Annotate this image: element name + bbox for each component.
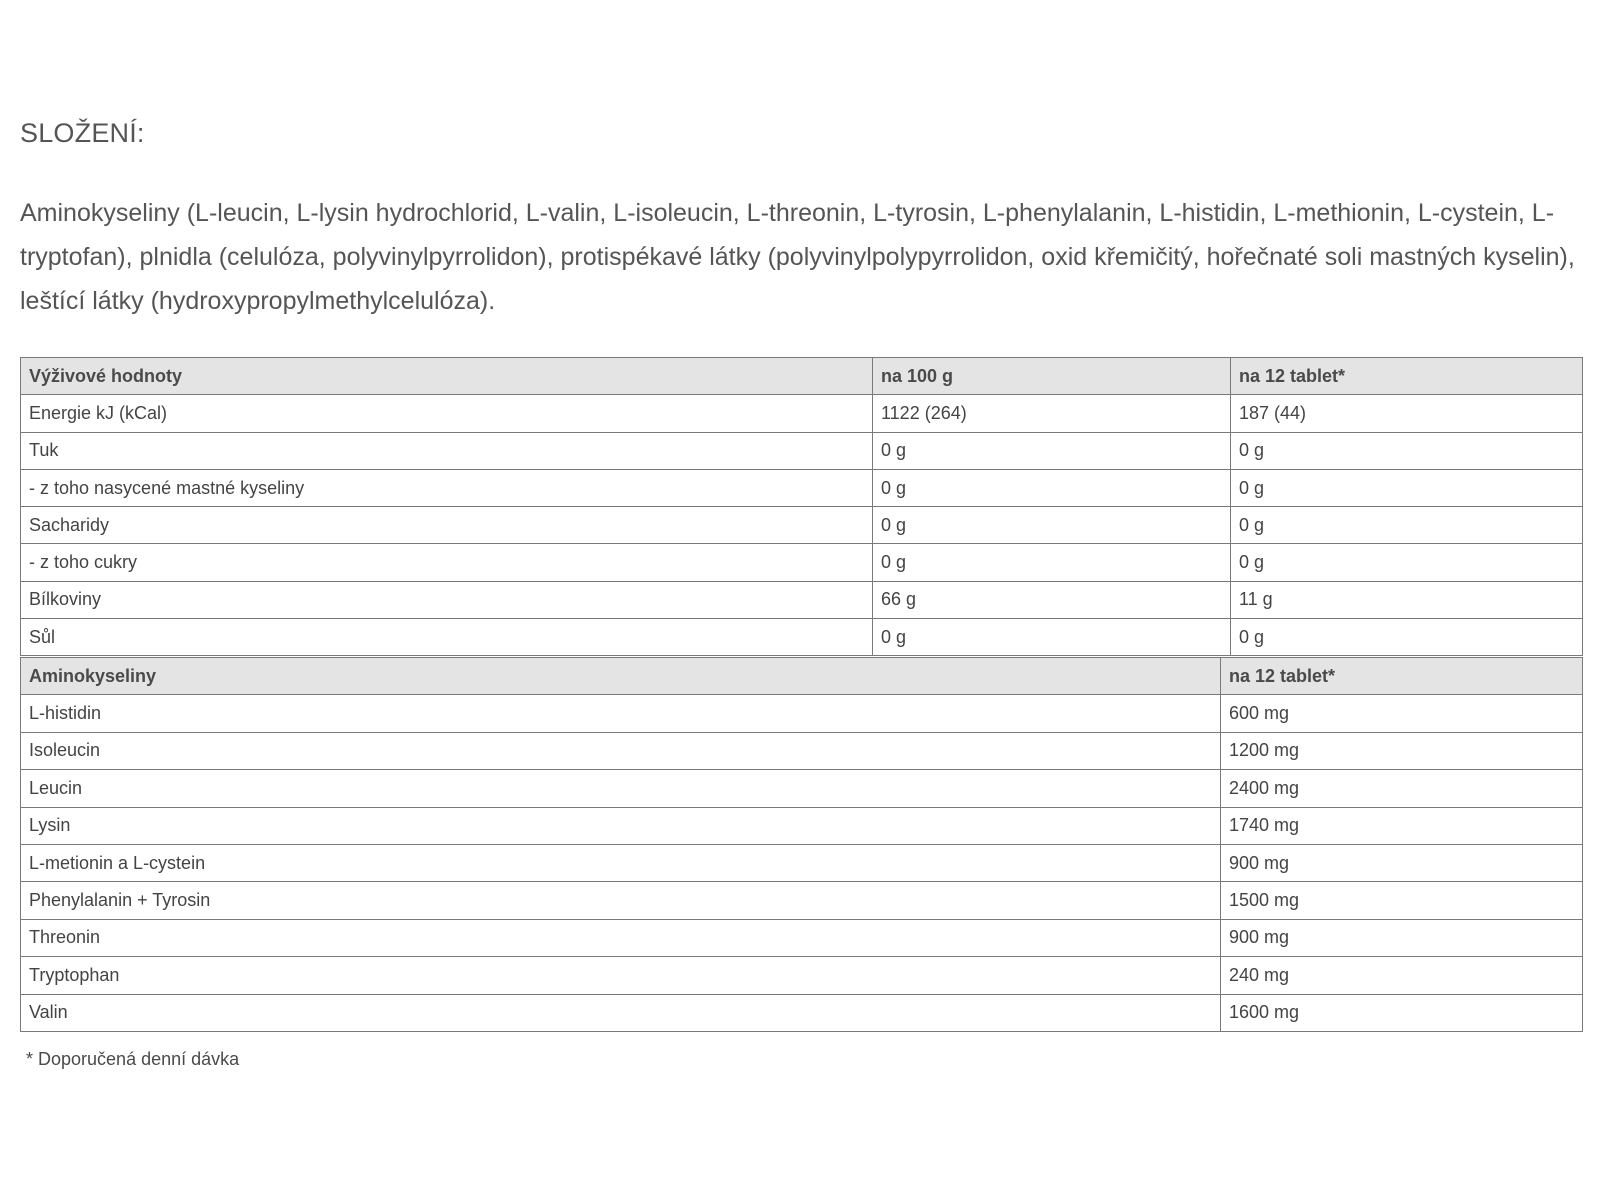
nutrition-header-row [21,358,1583,395]
nutrient-value-per-100g: 0 g [873,432,1231,469]
amino-acid-amount: 900 mg [1221,844,1583,881]
amino-acid-name: Isoleucin [21,732,1221,769]
amino-acid-amount: 240 mg [1221,957,1583,994]
nutrient-value-per-100g: 1122 (264) [873,395,1231,432]
nutrient-name: - z toho cukry [21,544,873,581]
table-row [21,957,1583,994]
daily-dose-footnote: * Doporučená denní dávka [26,1049,240,1069]
table-row [21,732,1583,769]
amino-acid-name: L-histidin [21,695,1221,732]
amino-acid-amount: 1600 mg [1221,994,1583,1031]
table-row [21,844,1583,881]
nutrient-value-per-12-tablets: 11 g [1231,581,1583,618]
nutrient-value-per-100g: 0 g [873,544,1231,581]
nutrient-value-per-12-tablets: 187 (44) [1231,395,1583,432]
table-row [21,507,1583,544]
amino-acid-amount: 1740 mg [1221,807,1583,844]
nutrition-header-per-100g: na 100 g [873,358,1231,395]
table-row [21,432,1583,469]
amino-acid-amount: 1200 mg [1221,732,1583,769]
amino-acid-name: Valin [21,994,1221,1031]
amino-acid-name: Tryptophan [21,957,1221,994]
nutrition-header-per-12-tablets: na 12 tablet* [1231,358,1583,395]
nutrient-value-per-12-tablets: 0 g [1231,544,1583,581]
amino-acid-amount: 2400 mg [1221,770,1583,807]
amino-acid-amount: 1500 mg [1221,882,1583,919]
amino-acids-table [20,657,1583,1032]
table-row [21,919,1583,956]
amino-acid-name: Phenylalanin + Tyrosin [21,882,1221,919]
amino-acid-amount: 600 mg [1221,695,1583,732]
amino-acid-name: Threonin [21,919,1221,956]
table-row [21,581,1583,618]
table-row [21,770,1583,807]
nutrient-value-per-12-tablets: 0 g [1231,469,1583,506]
amino-header-row [21,658,1583,695]
table-row [21,882,1583,919]
composition-heading: SLOŽENÍ: [20,118,145,148]
nutrient-value-per-100g: 66 g [873,581,1231,618]
table-row [21,807,1583,844]
nutrient-value-per-100g: 0 g [873,619,1231,656]
table-row [21,544,1583,581]
amino-header-per-12-tablets: na 12 tablet* [1221,658,1583,695]
table-row [21,994,1583,1031]
nutrient-name: Bílkoviny [21,581,873,618]
table-row [21,395,1583,432]
amino-acid-name: Leucin [21,770,1221,807]
nutrient-name: Sůl [21,619,873,656]
nutrient-name: Tuk [21,432,873,469]
table-row [21,469,1583,506]
amino-acid-name: Lysin [21,807,1221,844]
nutrient-value-per-100g: 0 g [873,507,1231,544]
nutrition-header-label: Výživové hodnoty [21,358,873,395]
nutrient-value-per-100g: 0 g [873,469,1231,506]
amino-acid-name: L-metionin a L-cystein [21,844,1221,881]
table-row [21,619,1583,656]
amino-header-label: Aminokyseliny [21,658,1221,695]
composition-text: Aminokyseliny (L-leucin, L-lysin hydrochlorid, L-valin, L-isoleucin, L-threonin, L-tyrosin, L-phenylalanin, L-histidin, L-methionin, L-cystein, L-tryptofan), plnidla (celulóza, polyvinylpyrrolidon), protispékavé látky (polyvinylpolypyrrolidon, oxid křemičitý, hořečnaté soli mastných kyselin), leštící látky (hydroxypropylmethylcelulóza). [20,199,1575,315]
table-row [21,695,1583,732]
nutrient-value-per-12-tablets: 0 g [1231,432,1583,469]
nutrient-name: - z toho nasycené mastné kyseliny [21,469,873,506]
nutrient-name: Sacharidy [21,507,873,544]
nutrient-value-per-12-tablets: 0 g [1231,507,1583,544]
nutrient-value-per-12-tablets: 0 g [1231,619,1583,656]
amino-acid-amount: 900 mg [1221,919,1583,956]
nutrient-name: Energie kJ (kCal) [21,395,873,432]
nutrition-table [20,357,1583,656]
